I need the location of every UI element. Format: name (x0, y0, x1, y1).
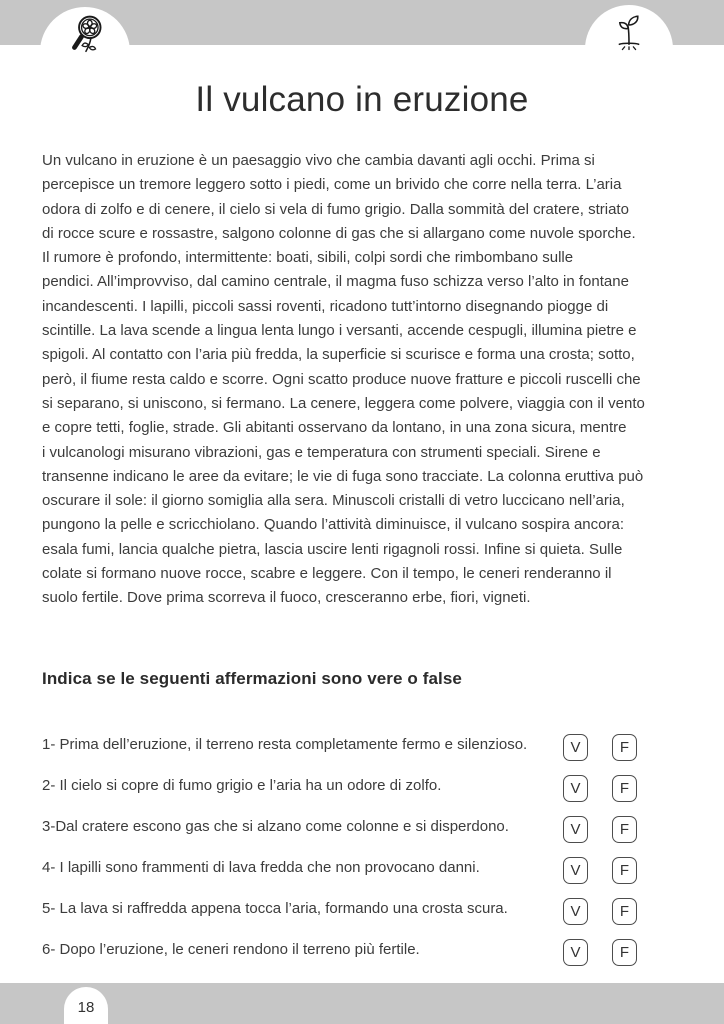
passage-line: i vulcanologi misurano vibrazioni, gas e temperatura con strumenti speciali. Sirene e (42, 443, 601, 461)
sprout-icon (608, 11, 650, 53)
passage-line: e copre tetti, foglie, strade. Gli abitanti osservano da lontano, in una zona sicura, mentre (42, 419, 627, 437)
question-text: 5- La lava si raffredda appena tocca l’aria, formando una crosta scura. (42, 900, 508, 917)
question-row-5 (42, 890, 692, 931)
answer-false-checkbox-1[interactable]: F (612, 734, 637, 761)
answer-false-checkbox-3[interactable]: F (612, 816, 637, 843)
passage-line: scintille. La lava scende a lingua lenta lungo i versanti, accende cespugli, illumina pietre e (42, 322, 637, 340)
exercise-instruction: Indica se le seguenti affermazioni sono vere o false (42, 669, 462, 688)
question-text: 2- Il cielo si copre di fumo grigio e l’aria ha un odore di zolfo. (42, 777, 442, 794)
question-row-2 (42, 767, 692, 808)
passage-line: esala fumi, lancia qualche pietra, lascia uscire lenti rigagnoli rossi. Infine si quieta. Sulle (42, 540, 623, 558)
passage-line: spigoli. Al contatto con l’aria più fredda, la superficie si scurisce e forma una crosta; sotto, (42, 346, 635, 364)
answer-true-checkbox-1[interactable]: V (563, 734, 588, 761)
page-title: Il vulcano in eruzione (195, 80, 529, 119)
magnifier-flower-icon (62, 13, 108, 59)
passage-line: di rocce scure e rossastre, salgono colonne di gas che si allargano come nuvole sporche. (42, 224, 636, 242)
question-text: 6- Dopo l’eruzione, le ceneri rendono il terreno più fertile. (42, 941, 420, 958)
question-text: 3-Dal cratere escono gas che si alzano come colonne e si disperdono. (42, 818, 509, 835)
passage-line: si separano, si uniscono, si fermano. La cenere, leggera come polvere, viaggia con il vento (42, 394, 645, 412)
question-row-3 (42, 808, 692, 849)
answer-true-checkbox-6[interactable]: V (563, 939, 588, 966)
reading-passage (42, 149, 692, 611)
page-number: 18 (77, 999, 95, 1016)
answer-false-checkbox-2[interactable]: F (612, 775, 637, 802)
passage-line: suolo fertile. Dove prima scorreva il fuoco, cresceranno erbe, fiori, vigneti. (42, 589, 531, 607)
answer-true-checkbox-4[interactable]: V (563, 857, 588, 884)
passage-line: odora di zolfo e di cenere, il cielo si vela di fumo grigio. Dalla sommità del cratere, striato (42, 200, 629, 218)
question-row-6 (42, 931, 692, 972)
passage-line: Un vulcano in eruzione è un paesaggio vivo che cambia davanti agli occhi. Prima si (42, 152, 595, 169)
passage-line: colate si formano nuove rocce, scabre e leggere. Con il tempo, le ceneri renderanno il (42, 565, 612, 583)
true-false-question-list (42, 726, 692, 972)
answer-true-checkbox-2[interactable]: V (563, 775, 588, 802)
page-number-pill (64, 987, 108, 1024)
answer-false-checkbox-6[interactable]: F (612, 939, 637, 966)
passage-line: però, il fiume resta caldo e scorre. Ogni scatto produce nuove fratture e piccoli ruscelli che (42, 370, 641, 388)
question-text: 1- Prima dell’eruzione, il terreno resta completamente fermo e silenzioso. (42, 736, 528, 753)
passage-line: oscurare il sole: il giorno somiglia alla sera. Minuscoli cristalli di vetro luccicano nell’aria, (42, 492, 625, 510)
answer-true-checkbox-5[interactable]: V (563, 898, 588, 925)
answer-true-checkbox-3[interactable]: V (563, 816, 588, 843)
question-row-1 (42, 726, 692, 767)
passage-line: incandescenti. I lapilli, piccoli sassi roventi, ricadono tutt’intorno disegnando piogge di (42, 297, 609, 315)
passage-line: pungono la pelle e scricchiolano. Quando l’attività diminuisce, il vulcano sospira ancora: (42, 516, 624, 534)
passage-line: Il rumore è profondo, intermittente: boati, sibili, colpi sordi che rimbombano sulle (42, 249, 574, 267)
answer-false-checkbox-5[interactable]: F (612, 898, 637, 925)
question-text: 4- I lapilli sono frammenti di lava fredda che non provocano danni. (42, 859, 480, 876)
bottom-band (0, 983, 724, 1024)
passage-line: pendici. All’improvviso, dal camino centrale, il magma fuso schizza verso l’alto in fontane (42, 273, 629, 291)
question-row-4 (42, 849, 692, 890)
passage-line: percepisce un tremore leggero sotto i piedi, come un brivido che corre nella terra. L’aria (42, 176, 622, 194)
answer-false-checkbox-4[interactable]: F (612, 857, 637, 884)
passage-line: transenne indicano le aree da evitare; le vie di fuga sono tracciate. La colonna eruttiva può (42, 467, 644, 485)
